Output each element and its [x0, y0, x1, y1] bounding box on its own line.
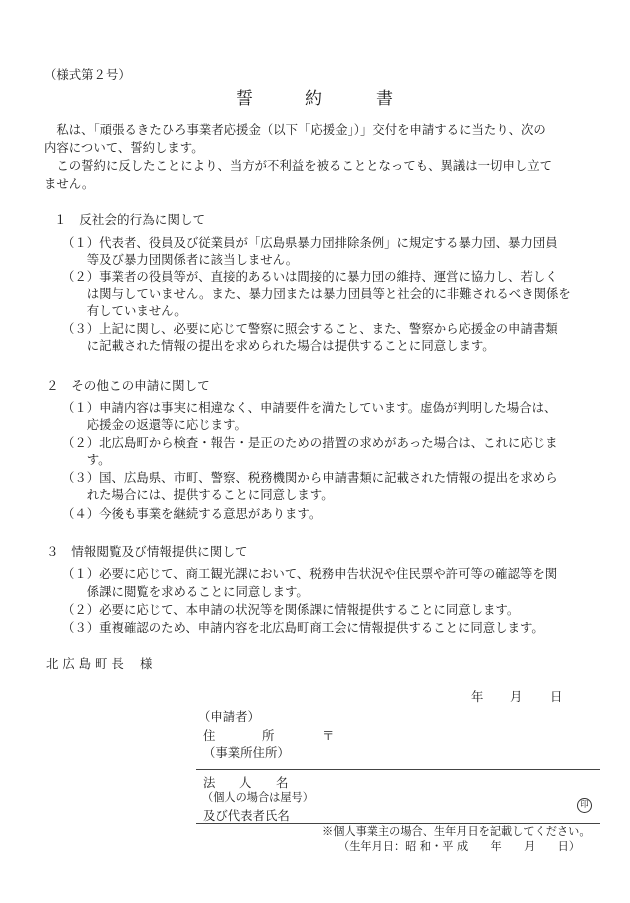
section-item-line: （３）上記に関し、必要に応じて警察に照会すること、また、警察から応援金の申請書類 [62, 321, 558, 336]
address-label-char: 所 [262, 728, 275, 743]
corp-sub-label: （個人の場合は屋号） [202, 791, 314, 804]
intro-line: ません。 [44, 176, 95, 191]
section-item-line: （１）申請内容は事実に相違なく、申請要件を満たしています。虚偽が判明した場合は、 [62, 400, 557, 415]
section-heading: １ 反社会的行為に関して [54, 212, 206, 227]
footnote-line: ※個人事業主の場合、生年月日を記載してください。 [322, 825, 591, 838]
section-item-line: （１）代表者、役員及び従業員が「広島県暴力団排除条例」に規定する暴力団、暴力団員 [62, 235, 558, 250]
name-underline [196, 823, 600, 824]
intro-line: 内容について、誓約します。 [44, 140, 204, 155]
corp-label-char: 名 [276, 775, 289, 790]
section-item-line: に記載された情報の提出を求められた場合は提供することに同意します。 [62, 338, 495, 353]
footnote-line: （生年月日：昭 和・平 成 年 月 日） [338, 840, 581, 853]
address-underline [196, 769, 600, 770]
section-item-line: 等及び暴力団関係者に該当しません。 [62, 252, 299, 267]
intro-line: この誓約に反したことにより、当方が不利益を被ることとなっても、異議は一切申し立て [44, 158, 553, 173]
applicant-label: （申請者） [198, 709, 260, 724]
section-item-line: （２）北広島町から検査・報告・是正のための措置の求めがあった場合は、これに応じま [62, 435, 558, 450]
section-item-line: す。 [62, 452, 111, 467]
section-item-line: は関与していません。また、暴力団または暴力団員等と社会的に非難されるべき関係を [62, 286, 571, 301]
date-year: 年 [471, 689, 484, 704]
corp-label-char: 人 [239, 775, 252, 790]
section-item-line: （４）今後も事業を継続する意思があります。 [62, 506, 322, 521]
section-item-line: 有していません。 [62, 303, 187, 318]
title-char-3: 書 [376, 89, 393, 109]
intro-line: 私は、「頑張るきたひろ事業者応援金（以下「応援金」）」交付を申請するに当たり、次の [44, 122, 546, 137]
section-heading: ３ 情報閲覧及び情報提供に関して [46, 544, 248, 559]
section-item-line: （２）必要に応じて、本申請の状況等を関係課に情報提供することに同意します。 [62, 602, 520, 617]
section-item-line: 係課に閲覧を求めることに同意します。 [62, 584, 309, 599]
date-day: 日 [550, 689, 563, 704]
section-item-line: （３）重複確認のため、申請内容を北広島町商工会に情報提供することに同意します。 [62, 620, 544, 635]
date-month: 月 [510, 689, 523, 704]
address-sub-label: （事業所住所） [203, 745, 290, 760]
addressee: 北 広 島 町 長 様 [46, 656, 153, 671]
postal-mark: 〒 [322, 728, 335, 743]
section-item-line: （１）必要に応じて、商工観光課において、税務申告状況や住民票や許可等の確認等を関 [62, 566, 558, 581]
title-char-2: 約 [305, 89, 322, 109]
corp-label-char: 法 [203, 775, 216, 790]
section-heading: ２ その他この申請に関して [46, 378, 210, 393]
section-item-line: （３）国、広島県、市町、警察、税務機関から申請書類に記載された情報の提出を求めら [62, 470, 558, 485]
section-item-line: れた場合には、提供することに同意します。 [62, 487, 334, 502]
address-label-char: 住 [203, 728, 216, 743]
section-item-line: （２）事業者の役員等が、直接的あるいは間接的に暴力団の維持、運営に協力し、若しく [62, 269, 558, 284]
form-number: （様式第２号） [44, 67, 131, 82]
seal-mark: 印 [577, 798, 592, 813]
title-char-1: 誓 [236, 89, 253, 109]
representative-label: 及び代表者氏名 [203, 808, 290, 823]
section-item-line: 応援金の返還等に応じます。 [62, 417, 247, 432]
